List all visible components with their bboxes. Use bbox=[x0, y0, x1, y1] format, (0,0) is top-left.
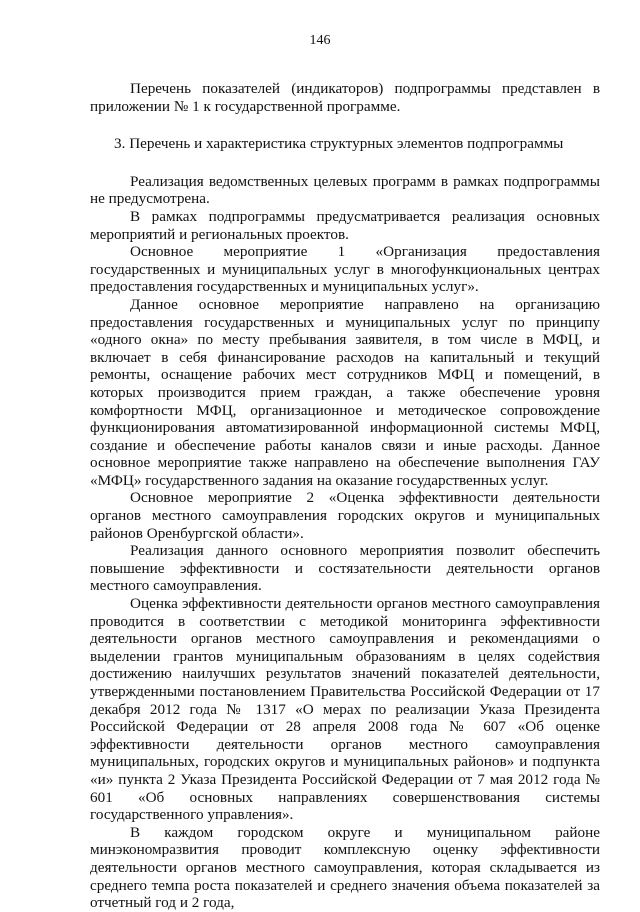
paragraph-activity-2-effect: Реализация данного основного мероприятия позволит обеспечить повышение эффективности и состязательности деятельности органов местного самоуправления. bbox=[90, 542, 600, 595]
paragraph-evaluation-method: Оценка эффективности деятельности органов местного самоуправления проводится в соответствии с методикой мониторинга эффективности деятельности органов местного самоуправления и рекомендациями о выделении грантов муниципальным образованиям в целях содействия достижению наилучших результатов значений показателей деятельности, утвержденными постановлением Правительства Российской Федерации от 17 декабря 2012 года № 1317 «О мерах по реализации Указа Президента Российской Федерации от 28 апреля 2008 года № 607 «Об оценке эффективности деятельности органов местного самоуправления муниципальных, городских округов и муниципальных районов» и подпункта «и» пункта 2 Указа Президента Российской Федерации от 7 мая 2012 года № 601 «Об основных направлениях совершенствования системы государственного управления». bbox=[90, 595, 600, 824]
paragraph-comprehensive-assessment: В каждом городском округе и муниципальном районе минэкономразвития проводит комплексную оценку эффективности деятельности органов местного самоуправления, которая складывается из среднего темпа роста показателей и среднего значения объема показателей за отчетный год и 2 года, bbox=[90, 823, 600, 912]
document-body bbox=[90, 80, 600, 912]
intro-paragraph: Перечень показателей (индикаторов) подпрограммы представлен в приложении № 1 к государственной программе. bbox=[90, 80, 600, 115]
paragraph-activity-1-title: Основное мероприятие 1 «Организация предоставления государственных и муниципальных услуг в многофункциональных центрах предоставления государственных и муниципальных услуг». bbox=[90, 243, 600, 296]
paragraph-activity-2-title: Основное мероприятие 2 «Оценка эффективности деятельности органов местного самоуправления городских округов и муниципальных районов Оренбургской области». bbox=[90, 489, 600, 542]
paragraph-main-activities: В рамках подпрограммы предусматривается реализация основных мероприятий и региональных проектов. bbox=[90, 207, 600, 243]
page-number: 146 bbox=[309, 33, 331, 48]
section-heading: 3. Перечень и характеристика структурных элементов подпрограммы bbox=[114, 135, 564, 153]
paragraph-no-vcp: Реализация ведомственных целевых программ в рамках подпрограммы не предусмотрена. bbox=[90, 172, 600, 208]
paragraph-activity-1-description: Данное основное мероприятие направлено на организацию предоставления государственных и муниципальных услуг по принципу «одного окна» по месту пребывания заявителя, в том числе в МФЦ, и включает в себя финансирование расходов на капитальный и текущий ремонты, оснащение рабочих мест сотрудников МФЦ и помещений, в которых производится прием граждан, а также обеспечение уровня комфортности МФЦ, организационное и методическое сопровождение функционирования автоматизированной информационной системы МФЦ, создание и обеспечение работы каналов связи и иные расходы. Данное основное мероприятие также направлено на обеспечение выполнения ГАУ «МФЦ» государственного задания на оказание государственных услуг. bbox=[90, 295, 600, 489]
